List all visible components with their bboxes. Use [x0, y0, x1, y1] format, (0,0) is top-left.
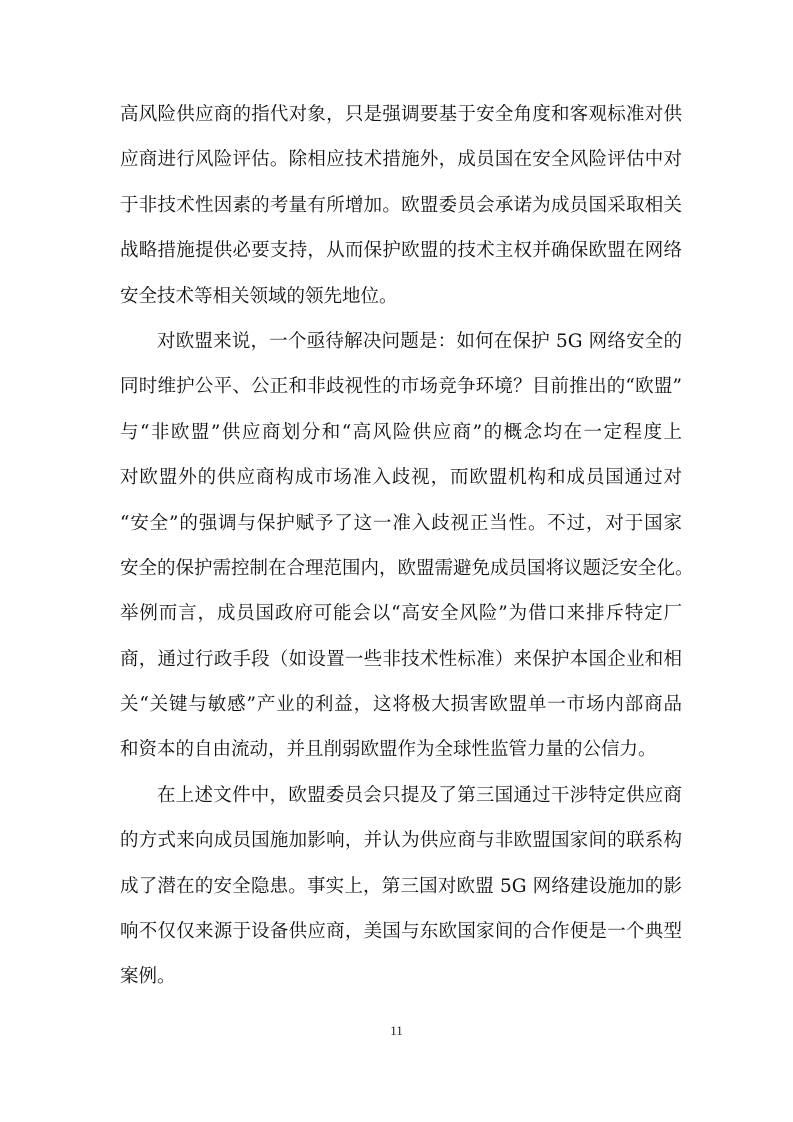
text-line: 安全技术等相关领域的领先地位。 — [120, 285, 398, 307]
page-number: 11 — [390, 1023, 403, 1038]
document-body — [120, 92, 694, 1000]
text-line: “安全”的强调与保护赋予了这一准入歧视正当性。不过，对于国家 — [120, 512, 682, 534]
text-line: 高风险供应商的指代对象，只是强调要基于安全角度和客观标准对供 — [120, 104, 682, 125]
text-line: 安全的保护需控制在合理范围内，欧盟需避免成员国将议题泛安全化。 — [120, 557, 694, 579]
text-line: 成了潜在的安全隐患。事实上，第三国对欧盟 5G 网络建设施加的影 — [120, 875, 682, 897]
text-line: 和资本的自由流动，并且削弱欧盟作为全球性监管力量的公信力。 — [120, 739, 657, 761]
text-line: 同时维护公平、公正和非歧视性的市场竞争环境？目前推出的“欧盟” — [120, 376, 682, 398]
text-line: 战略措施提供必要支持，从而保护欧盟的技术主权并确保欧盟在网络 — [120, 240, 682, 262]
text-line: 举例而言，成员国政府可能会以“高安全风险”为借口来排斥特定厂 — [120, 603, 682, 625]
text-line: 商，通过行政手段（如设置一些非技术性标准）来保护本国企业和相 — [120, 648, 682, 670]
paragraph — [120, 773, 682, 1000]
text-line: 案例。 — [120, 966, 176, 988]
text-line: 的方式来向成员国施加影响，并认为供应商与非欧盟国家间的联系构 — [120, 830, 682, 852]
text-line: 与“非欧盟”供应商划分和“高风险供应商”的概念均在一定程度上 — [120, 421, 682, 443]
text-line: 响不仅仅来源于设备供应商，美国与东欧国家间的合作便是一个典型 — [120, 921, 682, 943]
text-line: 应商进行风险评估。除相应技术措施外，成员国在安全风险评估中对 — [120, 149, 682, 171]
text-line: 对欧盟外的供应商构成市场准入歧视，而欧盟机构和成员国通过对 — [120, 467, 682, 489]
text-line: 对欧盟来说，一个亟待解决问题是：如何在保护 5G 网络安全的 — [157, 330, 682, 352]
paragraph — [120, 92, 682, 319]
paragraph — [120, 319, 694, 773]
text-line: 在上述文件中，欧盟委员会只提及了第三国通过干涉特定供应商 — [157, 784, 682, 806]
text-line: 于非技术性因素的考量有所增加。欧盟委员会承诺为成员国采取相关 — [120, 194, 682, 216]
text-line: 关“关键与敏感”产业的利益，这将极大损害欧盟单一市场内部商品 — [120, 694, 682, 716]
